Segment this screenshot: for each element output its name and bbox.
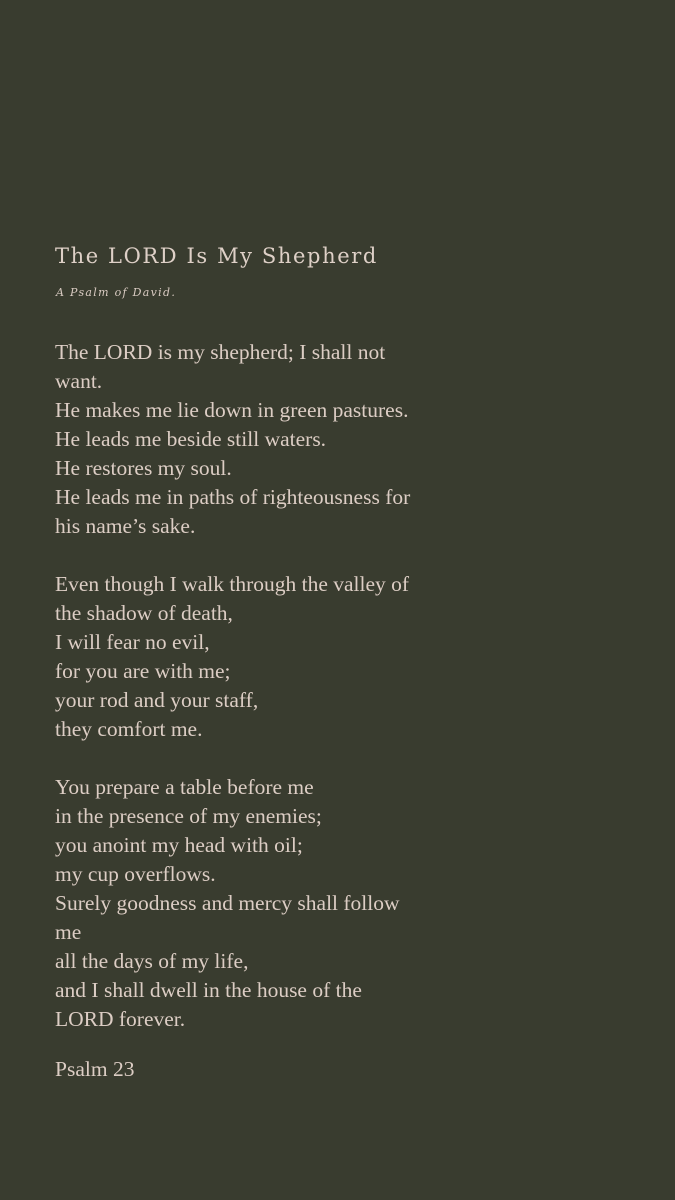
verse-line: I will fear no evil, [55, 630, 210, 654]
stanza-2 [55, 570, 655, 744]
psalm-body [55, 338, 655, 1063]
verse-line: for you are with me; [55, 659, 231, 683]
verse-line: He leads me beside still waters. [55, 427, 327, 451]
verse-line: and I shall dwell in the house of the [55, 978, 362, 1002]
verse-line: your rod and your staff, [55, 688, 259, 712]
verse-line: He makes me lie down in green pastures. [55, 398, 409, 422]
verse-line: all the days of my life, [55, 949, 249, 973]
verse-line: you anoint my head with oil; [55, 833, 303, 857]
psalm-title: The LORD Is My Shepherd [55, 244, 378, 268]
verse-line: Even though I walk through the valley of [55, 572, 410, 596]
stanza-3 [55, 773, 655, 1034]
psalm-subtitle: A Psalm of David. [56, 286, 177, 299]
verse-line: The LORD is my shepherd; I shall not [55, 340, 386, 364]
stanza-1 [55, 338, 655, 541]
verse-line: Surely goodness and mercy shall follow [55, 891, 400, 915]
psalm-reference: Psalm 23 [55, 1057, 135, 1081]
verse-line: they comfort me. [55, 717, 203, 741]
verse-line: the shadow of death, [55, 601, 233, 625]
verse-line: my cup overflows. [55, 862, 216, 886]
verse-line: He leads me in paths of righteousness for [55, 485, 411, 509]
verse-line: me [55, 920, 82, 944]
verse-line: You prepare a table before me [55, 775, 314, 799]
verse-line: his name’s sake. [55, 514, 196, 538]
verse-line: in the presence of my enemies; [55, 804, 322, 828]
verse-line: He restores my soul. [55, 456, 232, 480]
verse-line: LORD forever. [55, 1007, 186, 1031]
verse-line: want. [55, 369, 103, 393]
